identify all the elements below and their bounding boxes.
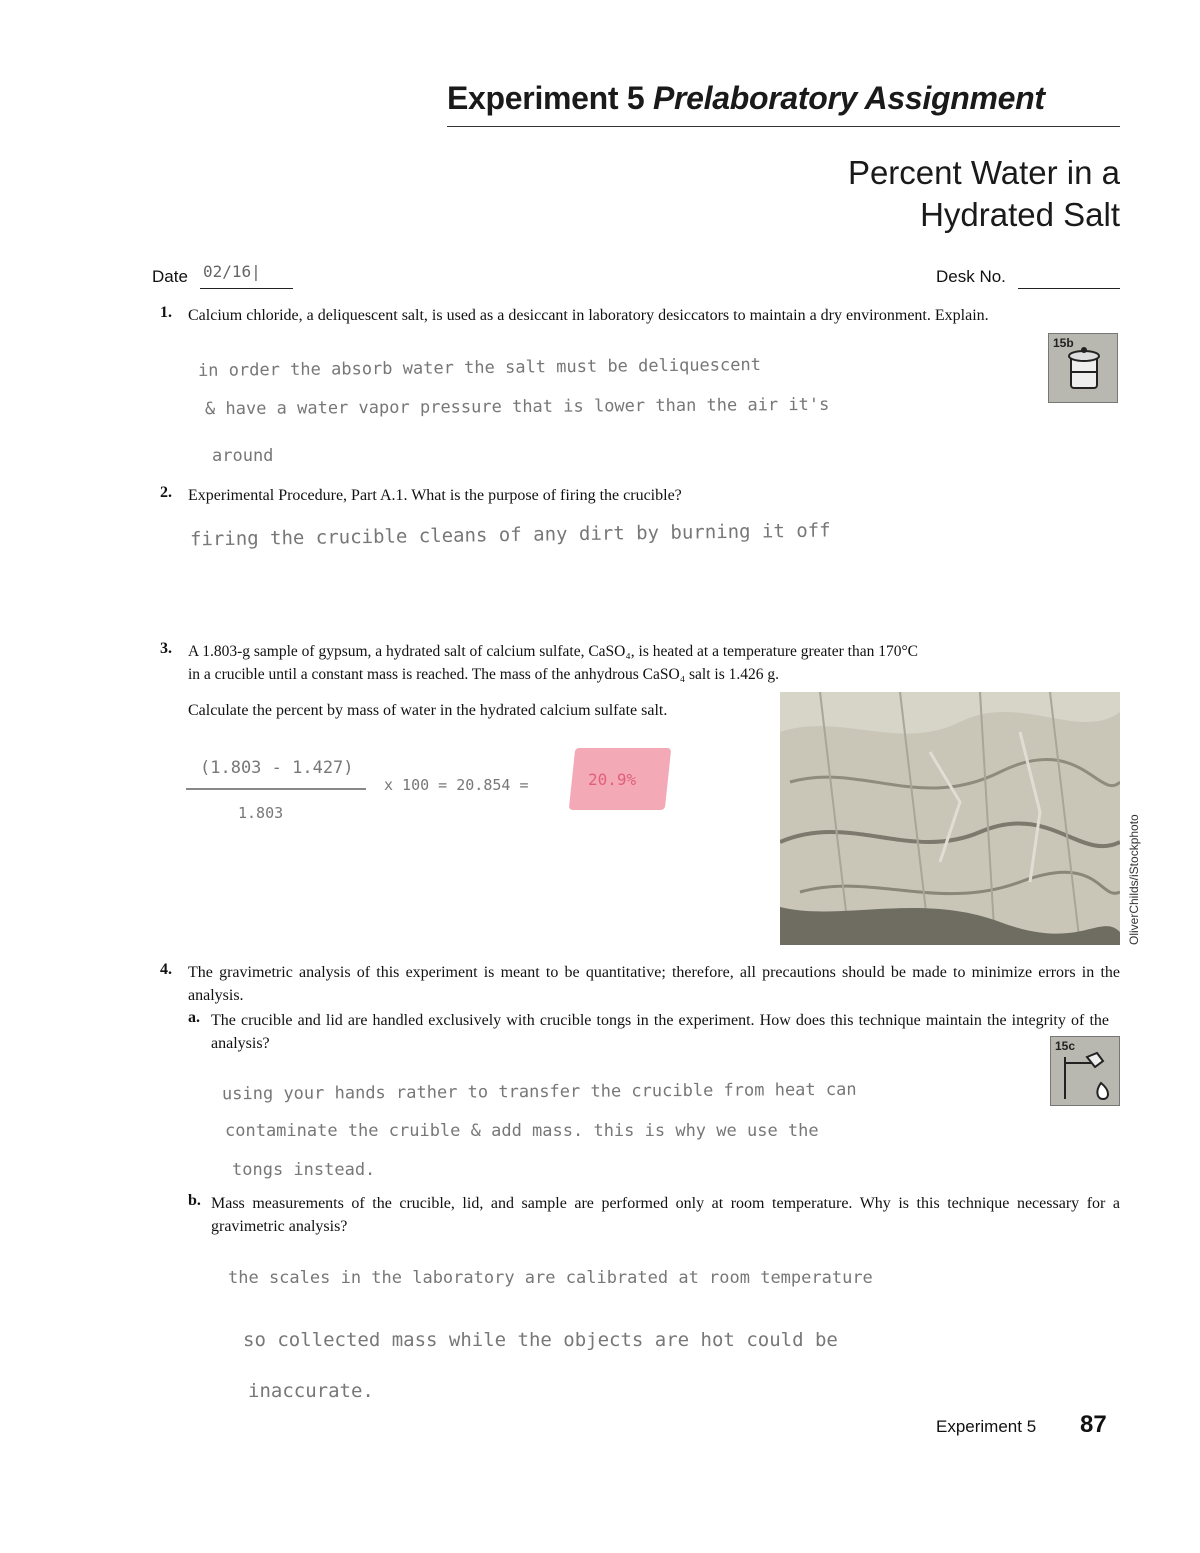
photo-credit: OliverChilds/iStockphoto [1127, 814, 1141, 945]
title-line-2: Hydrated Salt [920, 196, 1120, 233]
date-label: Date [152, 267, 188, 286]
q1-answer-line: & have a water vapor pressure that is lower than the air it's [204, 394, 830, 420]
q2-answer-line: firing the crucible cleans of any dirt by burning it off [189, 519, 831, 551]
q2-number: 2. [160, 484, 172, 501]
q4a-letter: a. [188, 1009, 200, 1026]
q4a-answer-line: using your hands rather to transfer the crucible from heat can [221, 1079, 857, 1105]
header-experiment: Experiment 5 [447, 80, 645, 116]
fraction-bar [186, 788, 366, 790]
q3-numerator: (1.803 - 1.427) [200, 758, 354, 778]
q4a-icon-label: 15c [1055, 1039, 1076, 1053]
q3-answer: 20.9% [588, 770, 637, 789]
date-field[interactable]: 02/16| [203, 262, 261, 281]
q3-prompt: Calculate the percent by mass of water in the hydrated calcium sulfate salt. [188, 702, 668, 719]
q1-answer-line: in order the absorb water the salt must be deliquescent [197, 355, 762, 381]
page-title [848, 152, 1120, 236]
q4b-answer-line: so collected mass while the objects are hot could be [243, 1329, 838, 1351]
q4-number: 4. [160, 961, 172, 978]
gypsum-photo [780, 692, 1120, 945]
footer-experiment-label: Experiment 5 [936, 1417, 1037, 1436]
q3-denominator: 1.803 [238, 804, 284, 822]
q1-answer-line: around [212, 446, 274, 466]
q3-number: 3. [160, 640, 172, 657]
q4b-letter: b. [188, 1192, 201, 1209]
title-line-1: Percent Water in a [847, 154, 1120, 191]
q3-text-line-2: in a crucible until a constant mass is reached. The mass of the anhydrous CaSO₄ salt is 1.426 g. [188, 666, 779, 683]
q3-text-line-1: A 1.803-g sample of gypsum, a hydrated salt of calcium sulfate, CaSO₄, is heated at a temperature greater than 170°C [188, 643, 918, 660]
desk-field[interactable] [1018, 288, 1120, 289]
q2-text: Experimental Procedure, Part A.1. What is the purpose of firing the crucible? [188, 487, 682, 504]
header-assignment: Prelaboratory Assignment [652, 80, 1045, 116]
q4-text: The gravimetric analysis of this experiment is meant to be quantitative; therefore, all precautions should be made to minimize errors in the analysis. [188, 964, 1120, 1004]
q4b-text: Mass measurements of the crucible, lid, and sample are performed only at room temperature. Why is this technique necessary for a gravimetric analysis? [211, 1195, 1120, 1235]
header-rule [447, 126, 1120, 127]
q3-work: x 100 = 20.854 = [384, 776, 529, 794]
page-number: 87 [1080, 1411, 1107, 1438]
desiccator-icon [1048, 333, 1118, 403]
q4a-text: The crucible and lid are handled exclusively with crucible tongs in the experiment. How does this technique maintain the integrity of the analysis? [211, 1012, 1109, 1052]
q4a-answer-line: contaminate the cruible & add mass. this is why we use the [225, 1121, 819, 1141]
desk-label: Desk No. [936, 267, 1006, 286]
q1-number: 1. [160, 304, 172, 321]
q4a-answer-line: tongs instead. [232, 1160, 376, 1180]
date-field-line [200, 288, 293, 289]
q1-icon-label: 15b [1053, 336, 1074, 350]
page-header [447, 80, 1120, 117]
q1-text: Calcium chloride, a deliquescent salt, is used as a desiccant in laboratory desiccators to maintain a dry environment. Explain. [188, 307, 989, 324]
q4b-answer-line: the scales in the laboratory are calibrated at room temperature [228, 1268, 873, 1288]
q4b-answer-line: inaccurate. [248, 1380, 374, 1402]
crucible-tongs-icon [1050, 1036, 1120, 1106]
